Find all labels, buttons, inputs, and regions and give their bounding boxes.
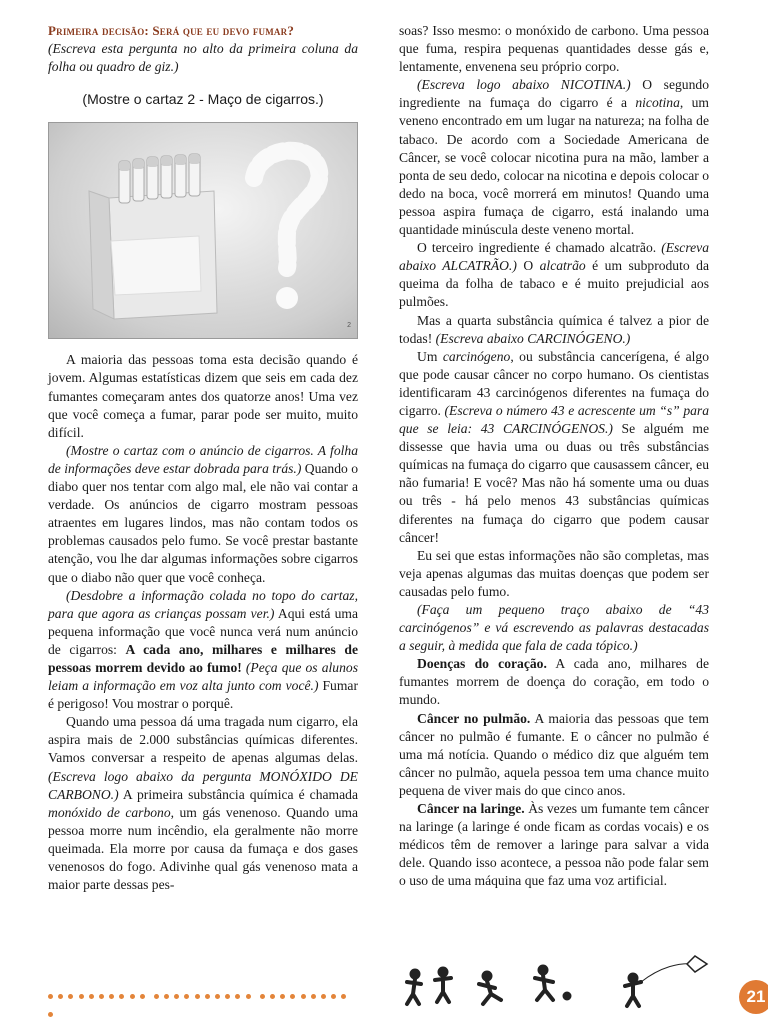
left-column [48, 22, 358, 894]
paragraph: Quando uma pessoa dá uma tragada num cigarro, ela aspira mais de 2.000 substâncias químicas diferentes. Vamos conversar a respeito de apenas algumas delas. (Escreva logo abaixo da pergunta MONÓXIDO DE CARBONO.) A primeira substância química é chamada monóxido de carbono, um gás venenoso. Quando uma pessoa morre num incêndio, ela geralmente não morre queimada. Ela morre por causa da fumaça e dos gases venenosos do fogo. Adivinhe qual gás venenoso mata a maior parte dessas pes- [48, 714, 358, 893]
poster-caption: (Mostre o cartaz 2 - Maço de cigarros.) [82, 91, 324, 108]
paragraph: A maioria das pessoas toma esta decisão quando é jovem. Algumas estatísticas dizem que seis em cada dez fumantes começaram antes dos quatorze anos! Uma vez que você começa a fumar, parar pode ser muito, muito difícil. [48, 352, 358, 440]
dotted-divider [48, 994, 358, 1002]
paragraph: (Mostre o cartaz com o anúncio de cigarros. A folha de informações deve estar dobrada para trás.) Quando o diabo quer nos tentar com algo mal, ele não vai contar a verdade. Os anúncios de cigarro mostram pessoas atraentes em lugares lindos, mas não contam todos os problemas causados pelo fumo. Se você prestar bastante atenção, vou lhe dar algumas informações sobre cigarros que o diabo não quer que você conheça. [48, 442, 358, 585]
paragraph: Um carcinógeno, ou substância cancerígena, é algo que pode causar câncer no corpo humano. Os cientistas identificaram 43 carcinógenos diferentes na fumaça do cigarro. (Escreva o número 43 e acrescente um “s” para que se leia: 43 CARCINÓGENOS.) Se alguém me dissesse que havia uma ou duas ou três substâncias químicas na fumaça do cigarro que causassem câncer, eu não fumaria! E você? Mas não há somente uma ou duas ou três - há pelo menos 43 substâncias químicas diferentes na fumaça do cigarro que podem causar câncer! [399, 348, 709, 545]
poster-number: 2 [347, 322, 351, 330]
cigarette-pack-illustration [49, 123, 357, 338]
paragraph: Câncer no pulmão. A maioria das pessoas que tem câncer no pulmão é fumante. E o câncer no pulmão é uma má notícia. Quando o médico diz que alguém tem câncer no pulmão, aquela pessoa tem uma chance muito pequena de viver mais do que cinco anos. [399, 710, 709, 798]
paragraph: Doenças do coração. A cada ano, milhares de fumantes morrem de doença do coração, em todo o mundo. [399, 656, 709, 708]
heading-instruction: (Escreva esta pergunta no alto da primeira coluna da folha ou quadro de giz.) [48, 41, 358, 75]
page-number-badge: 21 [739, 980, 768, 1014]
paragraph: Mas a quarta substância química é talvez a pior de todas! (Escreva abaixo CARCINÓGENO.) [399, 312, 709, 346]
paragraph: O terceiro ingrediente é chamado alcatrão. (Escreva abaixo ALCATRÃO.) O alcatrão é um subproduto da queima da folha de tabaco e é muito prejudicial aos pulmões. [399, 240, 709, 310]
paragraph: Eu sei que estas informações não são completas, mas veja apenas algumas das muitas doenças que podem ser causadas pelo fumo. [399, 547, 709, 599]
children-playing-icon [395, 952, 735, 1012]
paragraph: (Escreva logo abaixo NICOTINA.) O segundo ingrediente na fumaça do cigarro é a nicotina, um veneno encontrado em um lugar na natureza; na folha de tabaco. De acordo com a Sociedade Americana de Câncer, se você colocar nicotina pura na mão, lamber a ponta de seu dedo, colocar na nicotina e depois colocar o dedo na boca, você morrerá em minutos! Quando uma pessoa aspira fumaça de cigarro, está inalando uma quantidade minúscula deste veneno mortal. [399, 77, 709, 238]
paragraph: soas? Isso mesmo: o monóxido de carbono. Uma pessoa que fuma, respira pequenas quantidades desse gás e, lentamente, envenena seu próprio corpo. [399, 23, 709, 75]
right-column [399, 22, 709, 891]
section-heading: Primeira decisão: Será que eu devo fumar? [48, 23, 295, 38]
paragraph: (Desdobre a informação colada no topo do cartaz, para que agora as crianças possam ver.) Aqui está uma pequena informação que você nunca verá num anúncio de cigarros: A cada ano, milhares e milhares de pessoas morrem devido ao fumo! (Peça que os alunos leiam a informação em voz alta junto com você.) Fumar é perigoso! Vou mostrar o porquê. [48, 587, 358, 712]
poster-image [48, 122, 358, 339]
paragraph: Câncer na laringe. Às vezes um fumante tem câncer na laringe (a laringe é onde ficam as cordas vocais) e os médicos têm de remover a laringe para salvar a vida dele. Quando isso acontece, a pessoa não pode falar sem o uso de uma máquina que faz uma voz artificial. [399, 801, 710, 889]
paragraph: (Faça um pequeno traço abaixo de “43 carcinógenos” e vá escrevendo as palavras destacadas a seguir, à medida que fala de cada tópico.) [399, 602, 709, 654]
